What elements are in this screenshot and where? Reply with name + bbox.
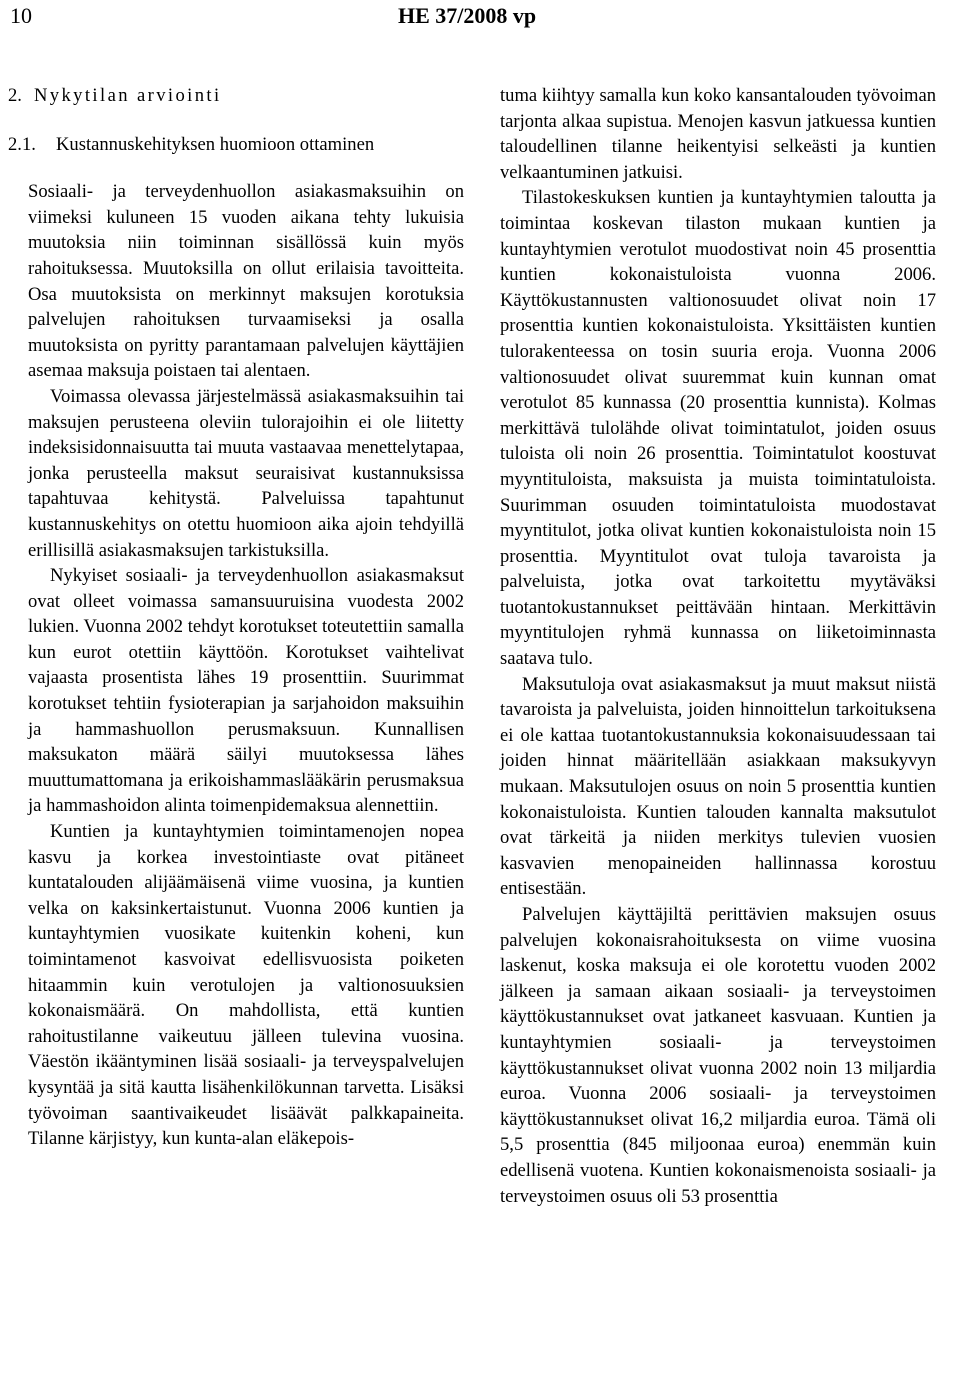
left-column — [8, 83, 464, 1152]
subsection-heading — [8, 132, 464, 158]
paragraph: Tilastokeskuksen kuntien ja kuntayhtymien taloutta ja toimintaa koskevan tilaston mukaan kuntien ja kuntayhtymien verotulot muodostivat noin 45 prosenttia kuntien kokonaistuloista vuonna 2006. Käyttökustannusten valtionosuudet olivat noin 17 prosenttia kuntien kokonaistuloista. Yksittäisten kuntien tulorakenteessa on tosin suuria eroja. Vuonna 2006 valtionosuudet olivat suuremmat kuin kunnan omat verotulot 85 kunnassa (20 prosenttia kunnista). Kolmas merkittävä tulolähde olivat toimintatulot, joiden osuus tuloista oli noin 26 prosenttia. Toimintatulot koostuvat myyntituloista, maksuista ja muista toimintatuloista. Suurimman osuuden toimintatuloista muodostavat myyntitulot, jotka olivat kuntien kokonaistuloista noin 15 prosenttia. Myyntitulot ovat tuloja tavaroista ja palveluista, jotka ovat tarkoitettu myytäväksi tuotantokustannukset peittävään hintaan. Merkittävin myyntitulojen ryhmä kunnassa on liiketoiminnasta saatava tulo. — [500, 187, 936, 670]
paragraph: Voimassa olevassa järjestelmässä asiakasmaksuihin tai maksujen perusteena oleviin tulorajoihin ei ole liitetty indeksisidonnaisuutta tai muuta vastaavaa menettelytapaa, jonka perusteella maksut seuraisivat kustannuksissa tapahtuvaa kehitystä. Palveluissa tapahtunut kustannuskehitys on otettu huomioon aika ajoin tehdyillä erillisillä asiakasmaksujen tarkistuksilla. — [28, 385, 464, 561]
subsection-number: 2.1. — [8, 133, 36, 155]
section-title: Nykytilan arviointi — [33, 85, 222, 106]
page-number: 10 — [10, 3, 32, 28]
right-column — [500, 83, 936, 1209]
paragraph: Kuntien ja kuntayhtymien toimintamenojen nopea kasvu ja korkea investointiaste ovat pitäneet kuntatalouden alijäämäisenä viime vuosina, ja kuntien velka on kaksinkertaistunut. Vuonna 2006 kuntien ja kuntayhtymien vuosikate kuitenkin koheni, kun toimintamenot kasvoivat edellisvuosista poiketen hitaammin kuin verotulojen ja valtionosuuksien kokonaismäärä. On mahdollista, että kuntien rahoitustilanne vaikeutuu jälleen tulevina vuosina. Väestön ikääntyminen lisää sosiaali- ja terveyspalvelujen kysyntää ja sitä kautta lisähenkilökunnan tarvetta. Lisäksi työvoiman saantivaikeudet lisäävät palkkapaineita. Tilanne kärjistyy, kun kunta-alan eläkepois- — [28, 821, 464, 1150]
section-heading — [8, 83, 464, 109]
section-number: 2. — [8, 85, 22, 106]
subsection-title: Kustannuskehityksen huomioon ottaminen — [56, 133, 375, 155]
paragraph: Sosiaali- ja terveydenhuollon asiakasmaksuihin on viimeksi kuluneen 15 vuoden aikana tehty lukuisia muutoksia niin toiminnan sisällössä kuin myös rahoituksessa. Muutoksilla on ollut erilaisia tavoitteita. Osa muutoksista on merkinnyt maksujen korotuksia palvelujen rahoituksen turvaamiseksi ja osalla muutoksista on pyritty parantamaan palvelujen käyttäjien asemaa maksuja poistaen tai alentaen. — [28, 181, 464, 382]
page-header — [0, 0, 960, 40]
paragraph: tuma kiihtyy samalla kun koko kansantalouden työvoiman tarjonta alkaa supistua. Menojen kasvun jatkuessa kuntien taloudellinen tilanne heikentyisi selkeästi ja kuntien velkaantuminen jatkuisi. — [500, 85, 936, 183]
paragraph: Maksutuloja ovat asiakasmaksut ja muut maksut niistä tavaroista ja palveluista, joiden hinnoittelun tarkoituksena ei ole kattaa tuotantokustannuksia kokonaisuudessaan tai joiden hinnat määritellään asiakkaan maksukyvyn mukaan. Maksutulojen osuus on noin 5 prosenttia kuntien kokonaistuloista. Kuntien talouden kannalta maksutulot ovat tärkeitä ja niiden merkitys tulevien vuosien kasvavien menopaineiden hallinnassa korostuu entisestään. — [500, 673, 936, 900]
paragraph: Nykyiset sosiaali- ja terveydenhuollon asiakasmaksut ovat olleet voimassa samansuuruisina vuodesta 2002 lukien. Vuonna 2002 tehdyt korotukset toteutettiin samalla kun eurot otettiin käyttöön. Korotukset vaihtelivat vajaasta prosentista lähes 19 prosenttiin. Suurimmat korotukset tehtiin fysioterapian ja sarjahoidon maksuihin ja hammashuollon perusmaksuun. Kunnallisen maksukaton määrä säilyi muutoksessa lähes muuttumattomana ja erikoishammaslääkärin perusmaksua ja hammashoidon alinta toimenpidemaksua alennettiin. — [28, 565, 464, 817]
document-id: HE 37/2008 vp — [398, 3, 537, 28]
paragraph: Palvelujen käyttäjiltä perittävien maksujen osuus palvelujen kokonaisrahoituksesta on viime vuosina laskenut, koska maksuja ei ole korotettu vuoden 2002 jälkeen ja samaan aikaan sosiaali- ja terveystoimen käyttökustannukset ovat jatkaneet kasvuaan. Kuntien ja kuntayhtymien sosiaali- ja terveystoimen käyttökustannukset olivat vuonna 2002 noin 13 miljardia euroa. Vuonna 2006 sosiaali- ja terveystoimen käyttökustannukset olivat 16,2 miljardia euroa. Tämä oli 5,5 prosenttia (845 miljoonaa euroa) enemmän kuin edellisenä vuotena. Kuntien kokonaismenoista sosiaali- ja terveystoimen osuus oli 53 prosenttia — [500, 904, 936, 1207]
